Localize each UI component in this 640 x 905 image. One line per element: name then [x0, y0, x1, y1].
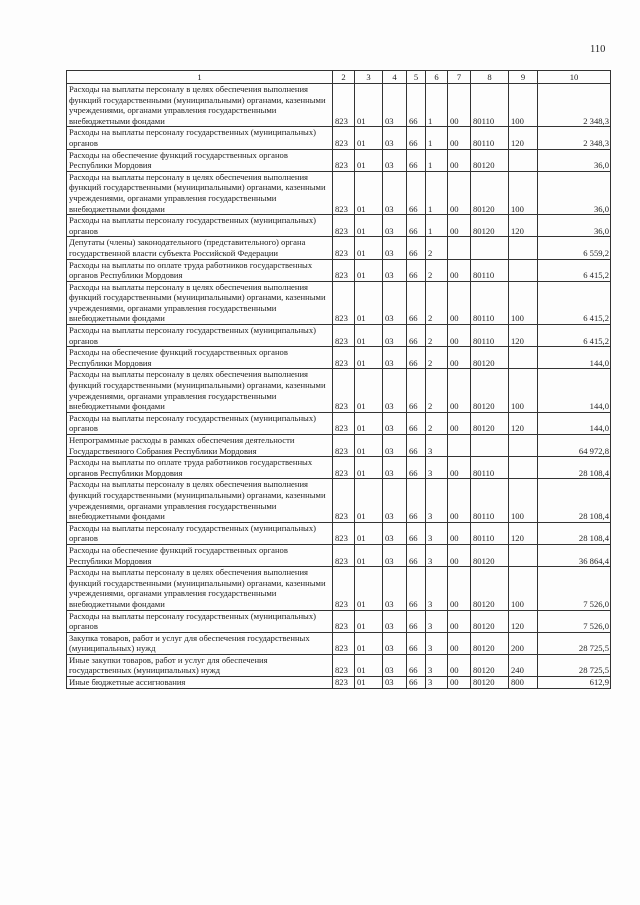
- code-cell-c5: 66: [407, 457, 426, 479]
- expense-name-cell: Расходы на выплаты персоналу государственных (муниципальных) органов: [67, 215, 333, 237]
- amount-cell: 6 415,2: [538, 325, 611, 347]
- code-cell-c7: 00: [448, 457, 471, 479]
- table-row: [67, 237, 611, 259]
- code-cell-c8: 80120: [471, 544, 509, 566]
- code-cell-c5: 66: [407, 259, 426, 281]
- expense-name-cell: Расходы на выплаты персоналу государственных (муниципальных) органов: [67, 325, 333, 347]
- amount-cell: 36,0: [538, 171, 611, 214]
- table-row: [67, 171, 611, 214]
- code-cell-c2: 823: [333, 215, 355, 237]
- code-cell-c8: 80110: [471, 457, 509, 479]
- expense-name-cell: Расходы на обеспечение функций государственных органов Республики Мордовия: [67, 347, 333, 369]
- code-cell-c7: 00: [448, 325, 471, 347]
- code-cell-c6: 1: [426, 127, 448, 149]
- code-cell-c6: 3: [426, 457, 448, 479]
- code-cell-c3: 01: [355, 632, 383, 654]
- code-cell-c6: 3: [426, 544, 448, 566]
- table-row: [67, 435, 611, 457]
- amount-cell: 6 559,2: [538, 237, 611, 259]
- code-cell-c7: 00: [448, 567, 471, 610]
- code-cell-c3: 01: [355, 325, 383, 347]
- code-cell-c6: 2: [426, 412, 448, 434]
- amount-cell: 144,0: [538, 369, 611, 412]
- table-header-row: [67, 71, 611, 84]
- expense-name-cell: Расходы на выплаты персоналу в целях обеспечения выполнения функций государственными (муниципальными) органами, казенными учреждениями, органами управления государственными внебюджетными фондами: [67, 479, 333, 522]
- code-cell-c9: 120: [509, 412, 538, 434]
- code-cell-c7: 00: [448, 347, 471, 369]
- code-cell-c7: 00: [448, 412, 471, 434]
- column-header: 8: [471, 71, 509, 84]
- table-row: [67, 412, 611, 434]
- amount-cell: 36 864,4: [538, 544, 611, 566]
- column-header: 4: [383, 71, 407, 84]
- code-cell-c4: 03: [383, 522, 407, 544]
- code-cell-c6: 2: [426, 281, 448, 324]
- code-cell-c7: 00: [448, 215, 471, 237]
- page-number: 110: [590, 44, 606, 55]
- code-cell-c4: 03: [383, 457, 407, 479]
- expense-name-cell: Депутаты (члены) законодательного (представительного) органа государственной власти субъекта Российской Федерации: [67, 237, 333, 259]
- code-cell-c7: 00: [448, 544, 471, 566]
- code-cell-c2: 823: [333, 479, 355, 522]
- table-row: [67, 215, 611, 237]
- code-cell-c7: 00: [448, 281, 471, 324]
- table-row: [67, 610, 611, 632]
- code-cell-c9: 120: [509, 610, 538, 632]
- code-cell-c9: 100: [509, 567, 538, 610]
- code-cell-c9: 240: [509, 654, 538, 676]
- code-cell-c2: 823: [333, 369, 355, 412]
- code-cell-c2: 823: [333, 237, 355, 259]
- code-cell-c7: 00: [448, 259, 471, 281]
- code-cell-c3: 01: [355, 347, 383, 369]
- code-cell-c9: [509, 149, 538, 171]
- code-cell-c9: 100: [509, 171, 538, 214]
- code-cell-c2: 823: [333, 654, 355, 676]
- code-cell-c8: 80120: [471, 171, 509, 214]
- code-cell-c2: 823: [333, 325, 355, 347]
- code-cell-c7: 00: [448, 369, 471, 412]
- code-cell-c3: 01: [355, 435, 383, 457]
- code-cell-c3: 01: [355, 369, 383, 412]
- code-cell-c3: 01: [355, 171, 383, 214]
- code-cell-c8: 80110: [471, 127, 509, 149]
- code-cell-c7: 00: [448, 610, 471, 632]
- code-cell-c4: 03: [383, 84, 407, 127]
- code-cell-c7: 00: [448, 171, 471, 214]
- code-cell-c8: 80120: [471, 149, 509, 171]
- column-header: 9: [509, 71, 538, 84]
- table-row: [67, 457, 611, 479]
- code-cell-c9: [509, 259, 538, 281]
- amount-cell: 28 108,4: [538, 457, 611, 479]
- code-cell-c8: 80120: [471, 347, 509, 369]
- code-cell-c3: 01: [355, 677, 383, 689]
- code-cell-c6: 3: [426, 677, 448, 689]
- code-cell-c4: 03: [383, 610, 407, 632]
- code-cell-c3: 01: [355, 215, 383, 237]
- code-cell-c9: [509, 435, 538, 457]
- code-cell-c6: 3: [426, 567, 448, 610]
- code-cell-c8: 80110: [471, 479, 509, 522]
- code-cell-c8: 80120: [471, 369, 509, 412]
- code-cell-c4: 03: [383, 149, 407, 171]
- code-cell-c6: 2: [426, 347, 448, 369]
- table-row: [67, 281, 611, 324]
- code-cell-c2: 823: [333, 84, 355, 127]
- amount-cell: 144,0: [538, 412, 611, 434]
- table-row: [67, 149, 611, 171]
- code-cell-c8: 80120: [471, 632, 509, 654]
- code-cell-c2: 823: [333, 149, 355, 171]
- code-cell-c6: 3: [426, 654, 448, 676]
- amount-cell: 7 526,0: [538, 610, 611, 632]
- expense-name-cell: Расходы на выплаты персоналу в целях обеспечения выполнения функций государственными (муниципальными) органами, казенными учреждениями, органами управления государственными внебюджетными фондами: [67, 369, 333, 412]
- code-cell-c8: 80120: [471, 567, 509, 610]
- code-cell-c5: 66: [407, 610, 426, 632]
- table-row: [67, 522, 611, 544]
- code-cell-c8: 80110: [471, 281, 509, 324]
- code-cell-c8: 80120: [471, 677, 509, 689]
- code-cell-c5: 66: [407, 369, 426, 412]
- code-cell-c2: 823: [333, 522, 355, 544]
- code-cell-c2: 823: [333, 677, 355, 689]
- code-cell-c6: 2: [426, 237, 448, 259]
- code-cell-c9: 100: [509, 281, 538, 324]
- code-cell-c6: 3: [426, 610, 448, 632]
- column-header: 3: [355, 71, 383, 84]
- code-cell-c3: 01: [355, 654, 383, 676]
- column-header: 6: [426, 71, 448, 84]
- code-cell-c8: 80110: [471, 84, 509, 127]
- code-cell-c5: 66: [407, 237, 426, 259]
- code-cell-c7: [448, 435, 471, 457]
- amount-cell: 2 348,3: [538, 84, 611, 127]
- code-cell-c5: 66: [407, 522, 426, 544]
- code-cell-c5: 66: [407, 632, 426, 654]
- code-cell-c8: [471, 435, 509, 457]
- code-cell-c2: 823: [333, 567, 355, 610]
- expense-name-cell: Расходы на обеспечение функций государственных органов Республики Мордовия: [67, 149, 333, 171]
- code-cell-c6: 1: [426, 171, 448, 214]
- amount-cell: 36,0: [538, 215, 611, 237]
- code-cell-c2: 823: [333, 259, 355, 281]
- code-cell-c6: 2: [426, 369, 448, 412]
- code-cell-c3: 01: [355, 237, 383, 259]
- code-cell-c5: 66: [407, 435, 426, 457]
- code-cell-c6: 3: [426, 632, 448, 654]
- amount-cell: 36,0: [538, 149, 611, 171]
- amount-cell: 6 415,2: [538, 259, 611, 281]
- expense-name-cell: Расходы на выплаты персоналу государственных (муниципальных) органов: [67, 412, 333, 434]
- code-cell-c3: 01: [355, 457, 383, 479]
- code-cell-c7: 00: [448, 522, 471, 544]
- code-cell-c3: 01: [355, 149, 383, 171]
- table-row: [67, 347, 611, 369]
- code-cell-c8: 80120: [471, 215, 509, 237]
- code-cell-c9: 100: [509, 84, 538, 127]
- code-cell-c6: 2: [426, 325, 448, 347]
- amount-cell: 28 108,4: [538, 522, 611, 544]
- code-cell-c4: 03: [383, 435, 407, 457]
- code-cell-c7: 00: [448, 149, 471, 171]
- amount-cell: 28 725,5: [538, 632, 611, 654]
- code-cell-c4: 03: [383, 237, 407, 259]
- code-cell-c8: [471, 237, 509, 259]
- code-cell-c8: 80110: [471, 522, 509, 544]
- column-header: 10: [538, 71, 611, 84]
- code-cell-c4: 03: [383, 171, 407, 214]
- expense-name-cell: Закупка товаров, работ и услуг для обеспечения государственных (муниципальных) нужд: [67, 632, 333, 654]
- code-cell-c4: 03: [383, 215, 407, 237]
- code-cell-c7: 00: [448, 479, 471, 522]
- code-cell-c4: 03: [383, 567, 407, 610]
- code-cell-c8: 80120: [471, 654, 509, 676]
- amount-cell: 6 415,2: [538, 281, 611, 324]
- code-cell-c2: 823: [333, 435, 355, 457]
- code-cell-c4: 03: [383, 632, 407, 654]
- code-cell-c4: 03: [383, 259, 407, 281]
- code-cell-c8: 80110: [471, 325, 509, 347]
- code-cell-c5: 66: [407, 567, 426, 610]
- code-cell-c7: [448, 237, 471, 259]
- code-cell-c2: 823: [333, 412, 355, 434]
- table-row: [67, 84, 611, 127]
- table-row: [67, 567, 611, 610]
- code-cell-c7: 00: [448, 677, 471, 689]
- code-cell-c5: 66: [407, 347, 426, 369]
- code-cell-c4: 03: [383, 479, 407, 522]
- code-cell-c4: 03: [383, 677, 407, 689]
- code-cell-c9: 800: [509, 677, 538, 689]
- code-cell-c3: 01: [355, 281, 383, 324]
- code-cell-c5: 66: [407, 127, 426, 149]
- table-row: [67, 325, 611, 347]
- table-row: [67, 127, 611, 149]
- code-cell-c3: 01: [355, 127, 383, 149]
- code-cell-c4: 03: [383, 369, 407, 412]
- code-cell-c5: 66: [407, 654, 426, 676]
- code-cell-c9: 120: [509, 215, 538, 237]
- code-cell-c9: [509, 457, 538, 479]
- code-cell-c6: 3: [426, 435, 448, 457]
- code-cell-c2: 823: [333, 457, 355, 479]
- code-cell-c5: 66: [407, 215, 426, 237]
- code-cell-c2: 823: [333, 347, 355, 369]
- code-cell-c7: 00: [448, 84, 471, 127]
- code-cell-c3: 01: [355, 479, 383, 522]
- code-cell-c9: 120: [509, 522, 538, 544]
- code-cell-c8: 80120: [471, 610, 509, 632]
- table-row: [67, 369, 611, 412]
- code-cell-c4: 03: [383, 412, 407, 434]
- code-cell-c5: 66: [407, 84, 426, 127]
- code-cell-c4: 03: [383, 544, 407, 566]
- code-cell-c5: 66: [407, 677, 426, 689]
- expense-name-cell: Иные бюджетные ассигнования: [67, 677, 333, 689]
- amount-cell: 2 348,3: [538, 127, 611, 149]
- code-cell-c9: 100: [509, 369, 538, 412]
- expense-name-cell: Расходы на выплаты персоналу в целях обеспечения выполнения функций государственными (муниципальными) органами, казенными учреждениями, органами управления государственными внебюджетными фондами: [67, 281, 333, 324]
- code-cell-c2: 823: [333, 281, 355, 324]
- code-cell-c9: 100: [509, 479, 538, 522]
- expense-name-cell: Расходы на выплаты персоналу государственных (муниципальных) органов: [67, 610, 333, 632]
- code-cell-c5: 66: [407, 325, 426, 347]
- amount-cell: 612,9: [538, 677, 611, 689]
- code-cell-c2: 823: [333, 127, 355, 149]
- code-cell-c6: 2: [426, 259, 448, 281]
- code-cell-c3: 01: [355, 259, 383, 281]
- expense-name-cell: Расходы на выплаты по оплате труда работников государственных органов Республики Мордовия: [67, 457, 333, 479]
- amount-cell: 7 526,0: [538, 567, 611, 610]
- code-cell-c5: 66: [407, 544, 426, 566]
- table-row: [67, 654, 611, 676]
- code-cell-c3: 01: [355, 412, 383, 434]
- code-cell-c6: 1: [426, 215, 448, 237]
- code-cell-c4: 03: [383, 654, 407, 676]
- expense-name-cell: Расходы на выплаты персоналу государственных (муниципальных) органов: [67, 127, 333, 149]
- code-cell-c2: 823: [333, 171, 355, 214]
- amount-cell: 28 725,5: [538, 654, 611, 676]
- code-cell-c3: 01: [355, 567, 383, 610]
- code-cell-c3: 01: [355, 84, 383, 127]
- column-header: 5: [407, 71, 426, 84]
- code-cell-c9: [509, 544, 538, 566]
- code-cell-c9: 200: [509, 632, 538, 654]
- code-cell-c2: 823: [333, 632, 355, 654]
- code-cell-c2: 823: [333, 610, 355, 632]
- code-cell-c5: 66: [407, 281, 426, 324]
- code-cell-c5: 66: [407, 171, 426, 214]
- expense-name-cell: Расходы на выплаты персоналу в целях обеспечения выполнения функций государственными (муниципальными) органами, казенными учреждениями, органами управления государственными внебюджетными фондами: [67, 567, 333, 610]
- code-cell-c7: 00: [448, 654, 471, 676]
- code-cell-c7: 00: [448, 632, 471, 654]
- code-cell-c8: 80120: [471, 412, 509, 434]
- amount-cell: 144,0: [538, 347, 611, 369]
- code-cell-c4: 03: [383, 347, 407, 369]
- code-cell-c3: 01: [355, 522, 383, 544]
- table-row: [67, 632, 611, 654]
- code-cell-c3: 01: [355, 610, 383, 632]
- code-cell-c6: 1: [426, 149, 448, 171]
- budget-table: [66, 70, 611, 689]
- code-cell-c4: 03: [383, 281, 407, 324]
- column-header: 7: [448, 71, 471, 84]
- expense-name-cell: Расходы на выплаты по оплате труда работников государственных органов Республики Мордовия: [67, 259, 333, 281]
- expense-name-cell: Расходы на выплаты персоналу государственных (муниципальных) органов: [67, 522, 333, 544]
- table-row: [67, 259, 611, 281]
- expense-name-cell: Непрограммные расходы в рамках обеспечения деятельности Государственного Собрания Республики Мордовия: [67, 435, 333, 457]
- code-cell-c4: 03: [383, 325, 407, 347]
- code-cell-c8: 80110: [471, 259, 509, 281]
- table-row: [67, 677, 611, 689]
- code-cell-c6: 1: [426, 84, 448, 127]
- code-cell-c4: 03: [383, 127, 407, 149]
- code-cell-c6: 3: [426, 479, 448, 522]
- expense-name-cell: Иные закупки товаров, работ и услуг для обеспечения государственных (муниципальных) нужд: [67, 654, 333, 676]
- expense-name-cell: Расходы на выплаты персоналу в целях обеспечения выполнения функций государственными (муниципальными) органами, казенными учреждениями, органами управления государственными внебюджетными фондами: [67, 84, 333, 127]
- code-cell-c9: 120: [509, 325, 538, 347]
- code-cell-c2: 823: [333, 544, 355, 566]
- column-header: 2: [333, 71, 355, 84]
- code-cell-c9: 120: [509, 127, 538, 149]
- code-cell-c7: 00: [448, 127, 471, 149]
- amount-cell: 28 108,4: [538, 479, 611, 522]
- table-row: [67, 479, 611, 522]
- code-cell-c9: [509, 347, 538, 369]
- code-cell-c9: [509, 237, 538, 259]
- expense-name-cell: Расходы на выплаты персоналу в целях обеспечения выполнения функций государственными (муниципальными) органами, казенными учреждениями, органами управления государственными внебюджетными фондами: [67, 171, 333, 214]
- code-cell-c5: 66: [407, 149, 426, 171]
- column-header: 1: [67, 71, 333, 84]
- amount-cell: 64 972,8: [538, 435, 611, 457]
- expense-name-cell: Расходы на обеспечение функций государственных органов Республики Мордовия: [67, 544, 333, 566]
- code-cell-c5: 66: [407, 479, 426, 522]
- code-cell-c6: 3: [426, 522, 448, 544]
- table-row: [67, 544, 611, 566]
- code-cell-c3: 01: [355, 544, 383, 566]
- code-cell-c5: 66: [407, 412, 426, 434]
